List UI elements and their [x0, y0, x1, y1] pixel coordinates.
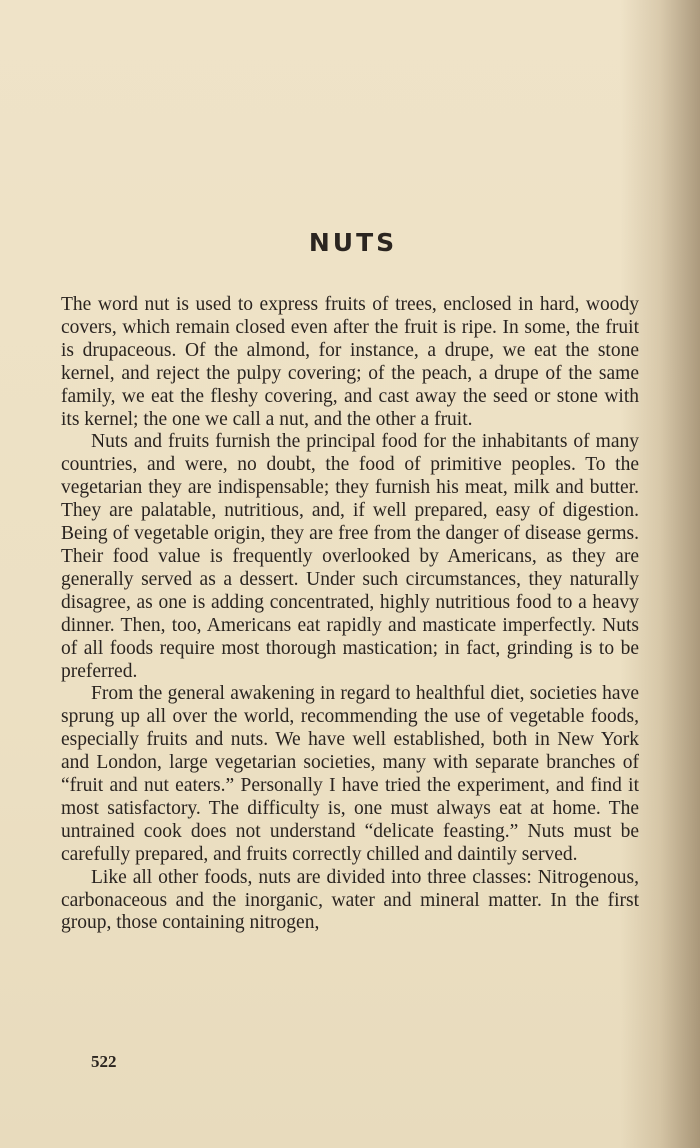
- paragraph: From the general awakening in regard to healthful diet, societies have sprung up all over the world, recommending the use of vegetable foods, especially fruits and nuts. We have well established, both in New York and London, large vegetarian societies, many with separate branches of “fruit and nut eaters.” Personally I have tried the experiment, and find it most satisfactory. The difficulty is, one must always eat at home. The untrained cook does not understand “delicate feasting.” Nuts must be carefully prepared, and fruits correctly chilled and daintily served.: [61, 683, 639, 865]
- chapter-title: NUTS: [308, 228, 398, 257]
- paragraph: Like all other foods, nuts are divided into three classes: Nitrogenous, carbonaceous and the inorganic, water and mineral matter. In the first group, those containing nitrogen,: [61, 866, 639, 934]
- paragraph: Nuts and fruits furnish the principal food for the inhabitants of many countries, and were, no doubt, the food of primitive peoples. To the vegetarian they are indispensable; they furnish his meat, milk and butter. They are palatable, nutritious, and, if well prepared, easy of digestion. Being of vegetable origin, they are free from the danger of disease germs. Their food value is frequently overlooked by Americans, as they are generally served as a dessert. Under such circumstances, they naturally disagree, as one is adding concentrated, highly nutritious food to a heavy dinner. Then, too, Americans eat rapidly and masticate imperfectly. Nuts of all foods require most thorough mastication; in fact, grinding is to be preferred.: [61, 431, 639, 682]
- paragraph: The word nut is used to express fruits of trees, enclosed in hard, woody covers, which remain closed even after the fruit is ripe. In some, the fruit is drupaceous. Of the almond, for instance, a drupe, we eat the stone kernel, and reject the pulpy covering; of the peach, a drupe of the same family, we eat the fleshy covering, and cast away the seed or stone with its kernel; the one we call a nut, and the other a fruit.: [61, 294, 639, 430]
- body-text: [61, 294, 639, 935]
- page-number: 522: [91, 1052, 117, 1071]
